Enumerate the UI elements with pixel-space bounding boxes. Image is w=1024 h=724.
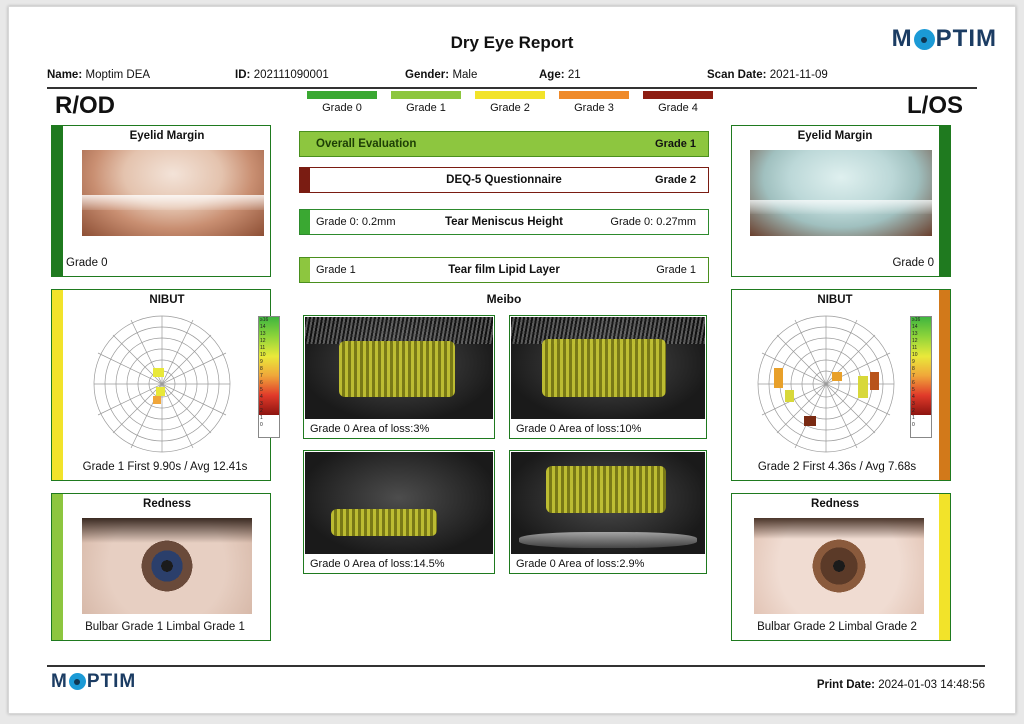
side-label-od: R/OD: [55, 92, 115, 119]
print-date-label: Print Date:: [816, 679, 875, 691]
field-id: ID: 202111090001: [235, 69, 329, 81]
legend-swatch-grade4: [643, 91, 713, 99]
print-date-value: 2024-01-03 14:48:56: [878, 679, 985, 691]
report-page: [8, 6, 1016, 714]
grade-legend: [307, 91, 713, 123]
field-name: Name: Moptim DEA: [47, 69, 151, 81]
gland-overlay-4: [546, 466, 666, 513]
side-label-os: L/OS: [906, 92, 963, 119]
legend-swatch-grade0: [307, 91, 377, 99]
deq5-title: DEQ-5 Questionnaire: [446, 174, 562, 186]
gland-overlay-2: [542, 339, 666, 396]
os-nibut-map: [754, 312, 898, 456]
od-eyelid-margin-card: [51, 125, 271, 277]
logo-text-suffix: PTIM: [935, 25, 997, 52]
lid-highlight: [519, 532, 698, 548]
page-title: Dry Eye Report: [450, 33, 574, 52]
legend-swatch-grade2: [475, 91, 545, 99]
meibo-caption-4: Grade 0 Area of loss:2.9%: [516, 558, 645, 570]
od-redness-result: Bulbar Grade 1 Limbal Grade 1: [85, 621, 245, 633]
os-nibut-colorbar: [910, 316, 932, 438]
meibo-image-lower-left: [511, 452, 705, 554]
field-age: Age: 21: [539, 69, 581, 81]
deq5-grade: Grade 2: [655, 174, 696, 186]
meibo-card-1: [303, 315, 495, 439]
meibo-card-4: [509, 450, 707, 574]
overall-title: Overall Evaluation: [316, 138, 417, 150]
lipid-grade-od: Grade 1: [316, 264, 356, 276]
legend-item-grade2: [475, 91, 545, 114]
legend-swatch-grade1: [391, 91, 461, 99]
legend-item-grade3: [559, 91, 629, 114]
od-redness-grade-stripe: [52, 494, 63, 640]
overall-grade: Grade 1: [655, 138, 696, 150]
tmh-value-od: Grade 0: 0.2mm: [316, 216, 396, 228]
moptim-logo-bottom: [51, 671, 136, 693]
os-redness-grade-stripe: [939, 494, 950, 640]
tmh-value-os: Grade 0: 0.27mm: [610, 216, 696, 228]
field-gender: Gender: Male: [405, 69, 478, 81]
gland-overlay: [339, 341, 456, 396]
os-redness-result: Bulbar Grade 2 Limbal Grade 2: [757, 621, 917, 633]
os-eyelid-title: Eyelid Margin: [797, 130, 873, 142]
os-nibut-title: NIBUT: [817, 294, 853, 306]
od-redness-image: [82, 518, 252, 614]
legend-label-grade2: Grade 2: [490, 102, 530, 114]
gland-overlay-3: [331, 509, 436, 536]
od-eyelid-grade-stripe: [52, 126, 63, 276]
os-nibut-colorbar-ticks: ≥16 14 13 12 11 10 9 8 7 6 5 4 3 2 1 0: [912, 317, 921, 428]
logo-text-prefix-bottom: M: [51, 671, 68, 692]
summary-row-overall: [299, 131, 709, 157]
legend-item-grade0: [307, 91, 377, 114]
od-nibut-grade-stripe: [52, 290, 63, 480]
od-eyelid-grade: Grade 0: [66, 257, 108, 269]
od-eyelid-image: [82, 150, 264, 236]
legend-item-grade4: [643, 91, 713, 114]
os-redness-card: [731, 493, 951, 641]
summary-row-tear-meniscus-height: [299, 209, 709, 235]
os-eyelid-margin-card: [731, 125, 951, 277]
meibo-caption-2: Grade 0 Area of loss:10%: [516, 423, 642, 435]
legend-swatch-grade3: [559, 91, 629, 99]
legend-label-grade4: Grade 4: [658, 102, 698, 114]
field-scan-date: Scan Date: 2021-11-09: [707, 69, 828, 81]
od-nibut-colorbar: [258, 316, 280, 438]
od-nibut-title: NIBUT: [149, 294, 185, 306]
meibo-card-3: [303, 450, 495, 574]
meibo-image-upper-right: [305, 317, 493, 419]
patient-info-bar: [47, 65, 977, 89]
os-nibut-result: Grade 2 First 4.36s / Avg 7.68s: [757, 461, 917, 473]
od-eyelid-title: Eyelid Margin: [129, 130, 205, 142]
legend-label-grade3: Grade 3: [574, 102, 614, 114]
os-redness-title: Redness: [811, 498, 859, 510]
od-nibut-result: Grade 1 First 9.90s / Avg 12.41s: [82, 461, 248, 473]
lash-texture: [305, 317, 493, 344]
os-eyelid-image: [750, 150, 932, 236]
os-eyelid-grade-stripe: [939, 126, 950, 276]
tmh-title: Tear Meniscus Height: [444, 216, 563, 228]
od-redness-card: [51, 493, 271, 641]
os-eyelid-grade: Grade 0: [892, 257, 934, 269]
os-nibut-grade-stripe: [939, 290, 950, 480]
od-nibut-map: [90, 312, 234, 456]
os-redness-image: [754, 518, 924, 614]
legend-item-grade1: [391, 91, 461, 114]
meibo-image-lower-right: [305, 452, 493, 554]
summary-row-lipid-layer: [299, 257, 709, 283]
legend-label-grade1: Grade 1: [406, 102, 446, 114]
od-nibut-colorbar-ticks: ≥16 14 13 12 11 10 9 8 7 6 5 4 3 2 1 0: [260, 317, 269, 428]
os-nibut-card: [731, 289, 951, 481]
lipid-grade-os: Grade 1: [656, 264, 696, 276]
eye-logo-icon-bottom: [69, 673, 86, 690]
logo-text-prefix: M: [891, 25, 913, 52]
logo-text-suffix-bottom: PTIM: [86, 671, 137, 692]
summary-row-deq5: [299, 167, 709, 193]
meibo-section-title: Meibo: [486, 292, 522, 306]
print-date: [817, 679, 985, 691]
od-nibut-card: [51, 289, 271, 481]
lipid-title: Tear film Lipid Layer: [448, 264, 560, 276]
legend-label-grade0: Grade 0: [322, 102, 362, 114]
footer-divider: [47, 665, 985, 667]
meibo-image-upper-left: [511, 317, 705, 419]
meibo-caption-1: Grade 0 Area of loss:3%: [310, 423, 430, 435]
od-redness-title: Redness: [143, 498, 191, 510]
meibo-card-2: [509, 315, 707, 439]
meibo-caption-3: Grade 0 Area of loss:14.5%: [310, 558, 445, 570]
